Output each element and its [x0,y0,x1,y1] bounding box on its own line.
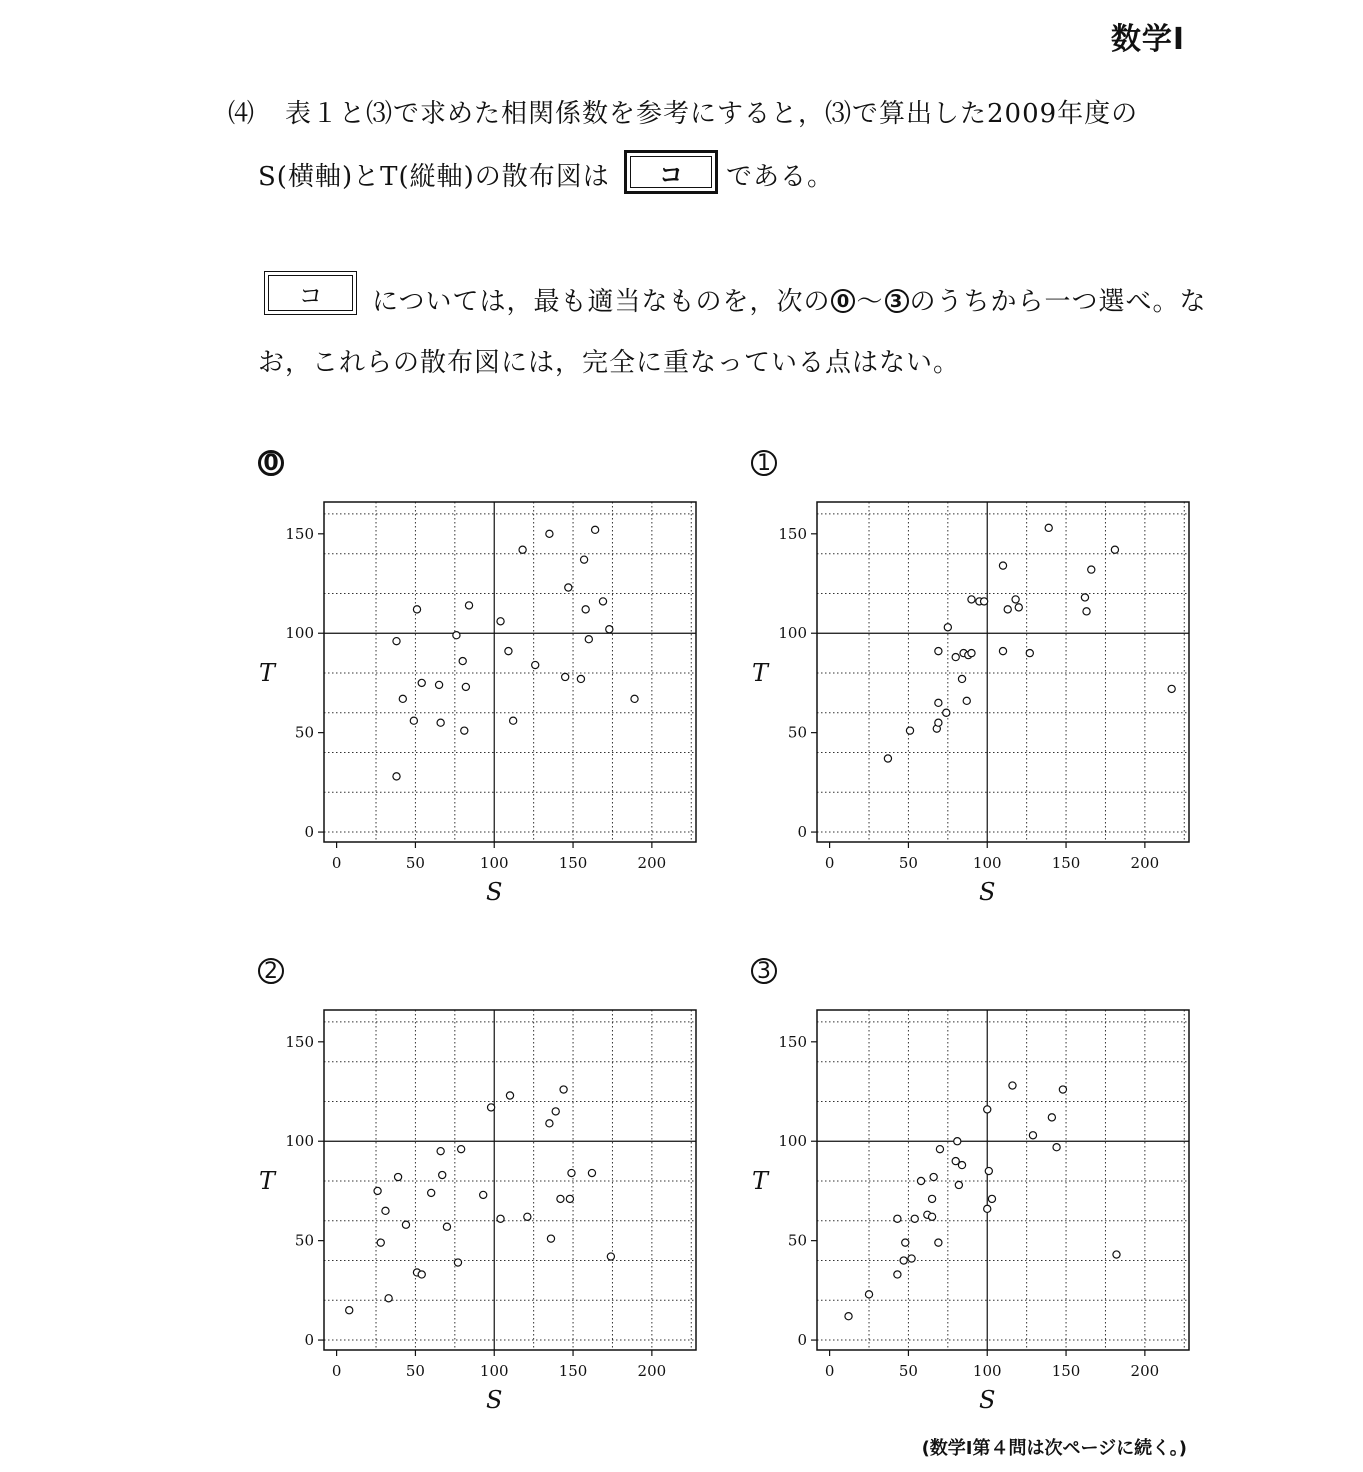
y-tick-label: 0 [304,823,314,842]
data-point [547,1235,554,1242]
data-point [439,1171,446,1178]
data-point [1053,1144,1060,1151]
data-point [1009,1082,1016,1089]
data-point [519,546,526,553]
y-axis-label: T [751,658,769,687]
data-point [454,1259,461,1266]
plot-frame [324,1010,696,1350]
data-point [346,1307,353,1314]
question-line-1: 表１と⑶で求めた相関係数を参考にすると，⑶で算出した2009年度の [285,99,1139,129]
data-point [928,1195,935,1202]
data-point [930,1173,937,1180]
data-point [399,695,406,702]
data-point [958,675,965,682]
data-point [532,661,539,668]
data-point [418,1271,425,1278]
data-point [935,719,942,726]
data-point [565,584,572,591]
data-point [1026,650,1033,657]
data-point [566,1195,573,1202]
data-point [393,638,400,645]
x-tick-label: 100 [972,854,1002,872]
data-point [1045,524,1052,531]
data-point [562,673,569,680]
data-point [410,717,417,724]
y-tick-label: 100 [778,1132,807,1151]
data-point [458,1146,465,1153]
x-tick-label: 200 [1130,854,1160,872]
data-point [1004,606,1011,613]
scatter-plot-3 [743,998,1213,1418]
data-point [524,1213,531,1220]
answer-box-ko[interactable] [624,150,718,194]
data-point [577,675,584,682]
data-point [568,1169,575,1176]
data-point [505,648,512,655]
data-point [908,1255,915,1262]
data-point [453,632,460,639]
question-line-4: お，これらの散布図には，完全に重なっている点はない。 [258,348,961,378]
y-tick-label: 100 [778,624,807,643]
data-point [443,1223,450,1230]
question-number: ⑷ [228,99,256,129]
x-tick-label: 0 [824,1362,835,1380]
data-point [497,618,504,625]
data-point [968,650,975,657]
data-point [980,598,987,605]
data-point [894,1271,901,1278]
data-point [984,1205,991,1212]
choice-marker-2[interactable]: 2 [258,958,284,984]
data-point [943,709,950,716]
data-point [599,598,606,605]
data-point [487,1104,494,1111]
data-point [428,1189,435,1196]
x-tick-label: 150 [558,854,588,872]
data-point [393,773,400,780]
data-point [510,717,517,724]
y-axis-label: T [258,1166,276,1195]
plot-frame [817,1010,1189,1350]
answer-box-label: コ [630,156,712,188]
data-point [506,1092,513,1099]
data-point [462,683,469,690]
plot-frame [817,502,1189,842]
tilde: ～ [856,287,884,317]
data-point [935,1239,942,1246]
y-tick-label: 0 [797,1331,807,1350]
data-point [988,1195,995,1202]
question-line-2-pre: S(横軸)とT(縦軸)の散布図は [258,162,610,192]
data-point [1059,1086,1066,1093]
x-tick-label: 150 [1051,854,1081,872]
data-point [911,1215,918,1222]
data-point [1015,604,1022,611]
data-point [902,1239,909,1246]
data-point [935,648,942,655]
data-point [999,648,1006,655]
choice-marker-0[interactable]: 0 [258,450,284,476]
data-point [480,1191,487,1198]
data-point [607,1253,614,1260]
y-tick-label: 50 [787,1231,807,1250]
y-tick-label: 0 [797,823,807,842]
data-point [865,1291,872,1298]
choice-0-inline: 0 [831,289,855,313]
x-tick-label: 0 [331,854,342,872]
data-point [413,606,420,613]
x-tick-label: 200 [1130,1362,1160,1380]
x-tick-label: 150 [558,1362,588,1380]
y-tick-label: 150 [285,1032,314,1051]
data-point [580,556,587,563]
x-axis-label: S [486,878,503,906]
data-point [418,679,425,686]
y-tick-label: 50 [787,723,807,742]
x-tick-label: 100 [479,1362,509,1380]
data-point [437,719,444,726]
data-point [374,1187,381,1194]
x-tick-label: 100 [479,854,509,872]
data-point [884,755,891,762]
x-tick-label: 100 [972,1362,1002,1380]
data-point [1168,685,1175,692]
question-line-2-post: である。 [726,162,835,192]
data-point [394,1173,401,1180]
data-point [985,1167,992,1174]
x-axis-label: S [979,1386,996,1414]
data-point [955,1181,962,1188]
data-point [437,1148,444,1155]
data-point [963,697,970,704]
data-point [845,1313,852,1320]
x-tick-label: 200 [637,1362,667,1380]
data-point [585,636,592,643]
data-point [606,626,613,633]
x-tick-label: 50 [898,1362,918,1380]
x-tick-label: 0 [824,854,835,872]
data-point [894,1215,901,1222]
data-point [958,1161,965,1168]
data-point [900,1257,907,1264]
data-point [435,681,442,688]
answer-box-ko-reference [264,271,357,315]
data-point [557,1195,564,1202]
data-point [1048,1114,1055,1121]
data-point [1083,608,1090,615]
answer-box-reference-label: コ [268,275,353,311]
data-point [1088,566,1095,573]
data-point [465,602,472,609]
x-tick-label: 150 [1051,1362,1081,1380]
data-point [546,1120,553,1127]
choice-3-inline: 3 [885,289,909,313]
data-point [917,1177,924,1184]
data-point [1081,594,1088,601]
choice-marker-3[interactable]: 3 [751,958,777,984]
scatter-plot-0 [250,490,720,910]
data-point [582,606,589,613]
y-tick-label: 50 [294,1231,314,1250]
data-point [631,695,638,702]
question-line-3-pre: については，最も適当なものを，次の [372,287,831,317]
y-tick-label: 100 [285,1132,314,1151]
data-point [459,657,466,664]
y-tick-label: 150 [778,524,807,543]
data-point [402,1221,409,1228]
y-axis-label: T [258,658,276,687]
data-point [592,526,599,533]
y-tick-label: 50 [294,723,314,742]
x-tick-label: 50 [898,854,918,872]
data-point [377,1239,384,1246]
data-point [999,562,1006,569]
y-axis-label: T [751,1166,769,1195]
data-point [546,530,553,537]
data-point [952,653,959,660]
data-point [1111,546,1118,553]
y-tick-label: 100 [285,624,314,643]
x-tick-label: 50 [405,854,425,872]
data-point [928,1213,935,1220]
choice-marker-1[interactable]: 1 [751,450,777,476]
data-point [906,727,913,734]
y-tick-label: 0 [304,1331,314,1350]
y-tick-label: 150 [285,524,314,543]
data-point [588,1169,595,1176]
data-point [382,1207,389,1214]
data-point [385,1295,392,1302]
data-point [1113,1251,1120,1258]
data-point [1029,1132,1036,1139]
footer-note: (数学Ⅰ第４問は次ページに続く。) [921,1438,1187,1459]
data-point [944,624,951,631]
question-line-3 [372,281,1207,318]
data-point [461,727,468,734]
data-point [935,699,942,706]
data-point [552,1108,559,1115]
scatter-plot-1 [743,490,1213,910]
data-point [560,1086,567,1093]
plot-frame [324,502,696,842]
x-tick-label: 0 [331,1362,342,1380]
data-point [984,1106,991,1113]
x-axis-label: S [979,878,996,906]
data-point [936,1146,943,1153]
data-point [954,1138,961,1145]
data-point [968,596,975,603]
x-tick-label: 200 [637,854,667,872]
scatter-plot-2 [250,998,720,1418]
x-axis-label: S [486,1386,503,1414]
y-tick-label: 150 [778,1032,807,1051]
x-tick-label: 50 [405,1362,425,1380]
data-point [497,1215,504,1222]
data-point [1012,596,1019,603]
subject-header: 数学Ⅰ [1110,22,1185,57]
question-line-3-post: のうちから一つ選べ。な [909,287,1207,317]
